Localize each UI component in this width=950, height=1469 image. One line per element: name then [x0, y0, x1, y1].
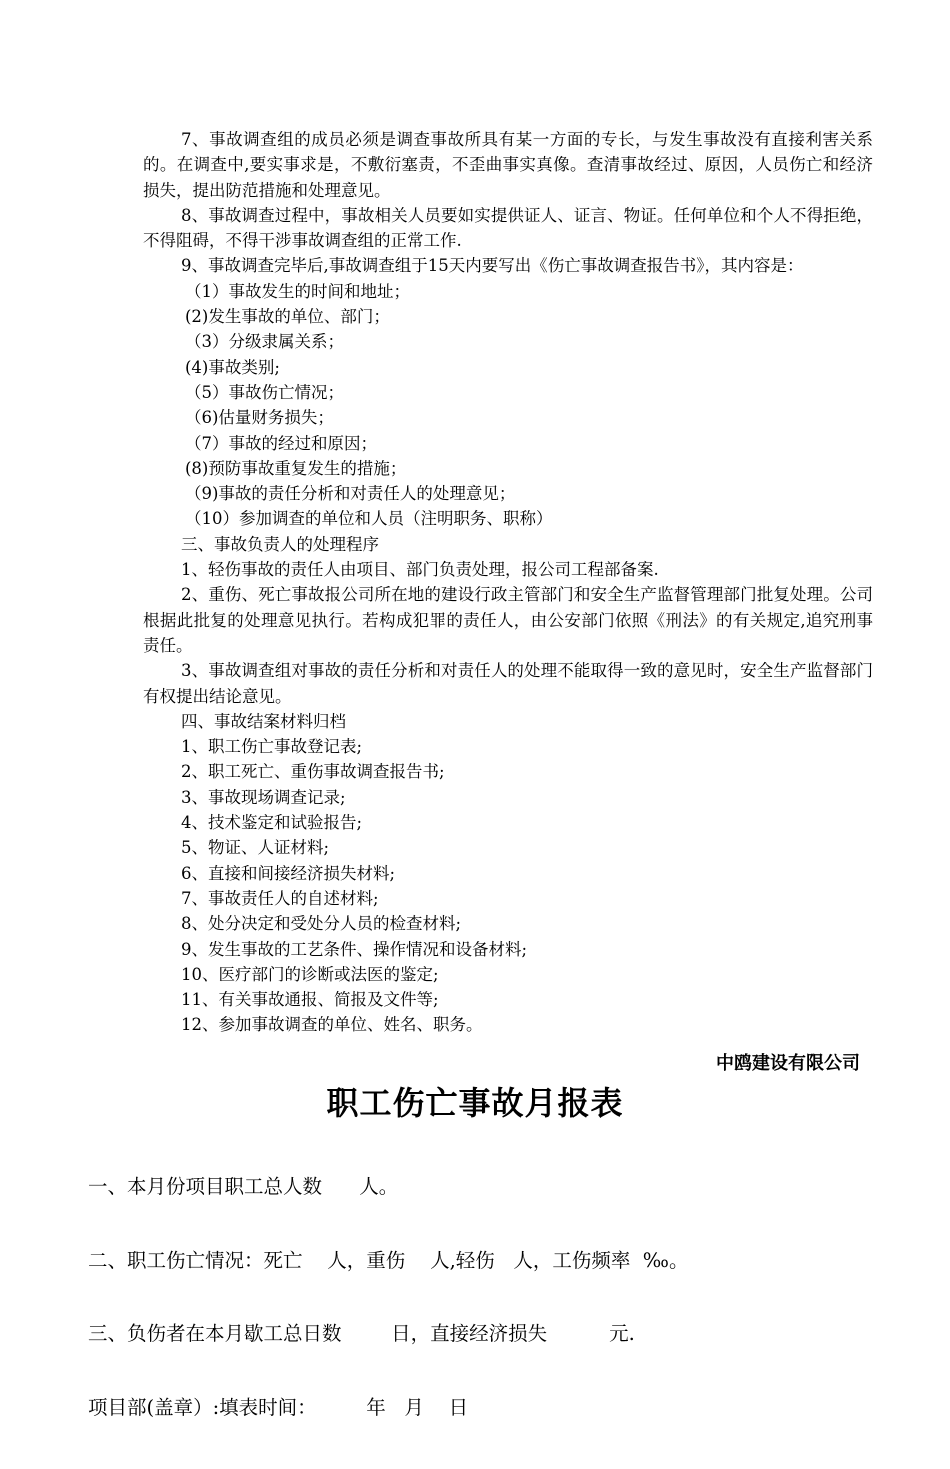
report-line-stamp-date: 项目部(盖章）:填表时间： 年 月 日: [88, 1395, 469, 1419]
list-item: （5）事故伤亡情况；: [185, 382, 344, 402]
list-item: （6)估量财务损失；: [185, 408, 334, 428]
list-item: 12、参加事故调查的单位、姓名、职务。: [181, 1015, 483, 1035]
section3-paragraph: 2、重伤、死亡事故报公司所在地的建设行政主管部门和安全生产监督管理部门批复处理。公司根据此批复的处理意见执行。若构成犯罪的责任人，由公安部门依照《刑法》的有关规定,追究刑事责任。: [143, 585, 873, 655]
section3-paragraph: 3、事故调查组对事故的责任分析和对责任人的处理不能取得一致的意见时，安全生产监督部门有权提出结论意见。: [143, 661, 873, 706]
list-item: 11、有关事故通报、简报及文件等;: [181, 990, 439, 1010]
list-item: 3、事故现场调查记录;: [181, 787, 346, 807]
list-item: (4)事故类别;: [185, 357, 280, 377]
list-item: 9、发生事故的工艺条件、操作情况和设备材料;: [181, 939, 528, 959]
section4-heading: 四、事故结案材料归档: [181, 711, 346, 731]
list-item: 2、职工死亡、重伤事故调查报告书;: [181, 762, 445, 782]
document-body: [143, 127, 873, 1038]
section3-heading: 三、事故负责人的处理程序: [181, 534, 379, 554]
list-item: 8、处分决定和受处分人员的检查材料;: [181, 914, 462, 934]
paragraph-9: 9、事故调查完毕后,事故调查组于15天内要写出《伤亡事故调查报告书》，其内容是：: [181, 256, 804, 276]
list-item: （1）事故发生的时间和地址；: [185, 281, 410, 301]
report-line-lost-days: 三、负伤者在本月歇工总日数 日，直接经济损失 元.: [88, 1322, 635, 1345]
list-item: 1、职工伤亡事故登记表;: [181, 737, 363, 757]
company-name: 中鸥建设有限公司: [716, 1053, 860, 1074]
report-title: 职工伤亡事故月报表: [326, 1084, 624, 1122]
list-item: 7、事故责任人的自述材料;: [181, 888, 379, 908]
paragraph-7: 7、事故调查组的成员必须是调查事故所具有某一方面的专长，与发生事故没有直接利害关系的。在调查中,要实事求是，不敷衍塞责，不歪曲事实真像。查清事故经过、原因，人员伤亡和经济损失，提出防范措施和处理意见。: [143, 130, 873, 200]
list-item: 4、技术鉴定和试验报告;: [181, 813, 363, 833]
list-item: 10、医疗部门的诊断或法医的鉴定;: [181, 964, 439, 984]
section3-paragraph: 1、轻伤事故的责任人由项目、部门负责处理，报公司工程部备案.: [181, 560, 659, 580]
list-item: 6、直接和间接经济损失材料;: [181, 863, 396, 883]
list-item: （3）分级隶属关系；: [185, 332, 344, 352]
list-item: （7）事故的经过和原因；: [185, 433, 377, 453]
list-item: (8)预防事故重复发生的措施；: [185, 458, 407, 478]
list-item: （9)事故的责任分析和对责任人的处理意见；: [185, 484, 516, 504]
paragraph-8: 8、事故调查过程中，事故相关人员要如实提供证人、证言、物证。任何单位和个人不得拒绝，不得阻碍，不得干涉事故调查组的正常工作.: [143, 205, 873, 251]
monthly-report-form: [88, 1126, 688, 1469]
report-contents-list: [143, 279, 873, 532]
list-item: 5、物证、人证材料;: [181, 838, 330, 858]
list-item: （10）参加调查的单位和人员（注明职务、职称）: [185, 509, 553, 529]
report-line-total-staff: 一、本月份项目职工总人数 人。: [88, 1175, 399, 1198]
report-line-casualties: 二、职工伤亡情况：死亡 人，重伤 人,轻伤 人，工伤频率 ‰。: [88, 1248, 689, 1272]
list-item: (2)发生事故的单位、部门；: [185, 307, 390, 327]
archive-materials-list: [143, 734, 873, 1038]
